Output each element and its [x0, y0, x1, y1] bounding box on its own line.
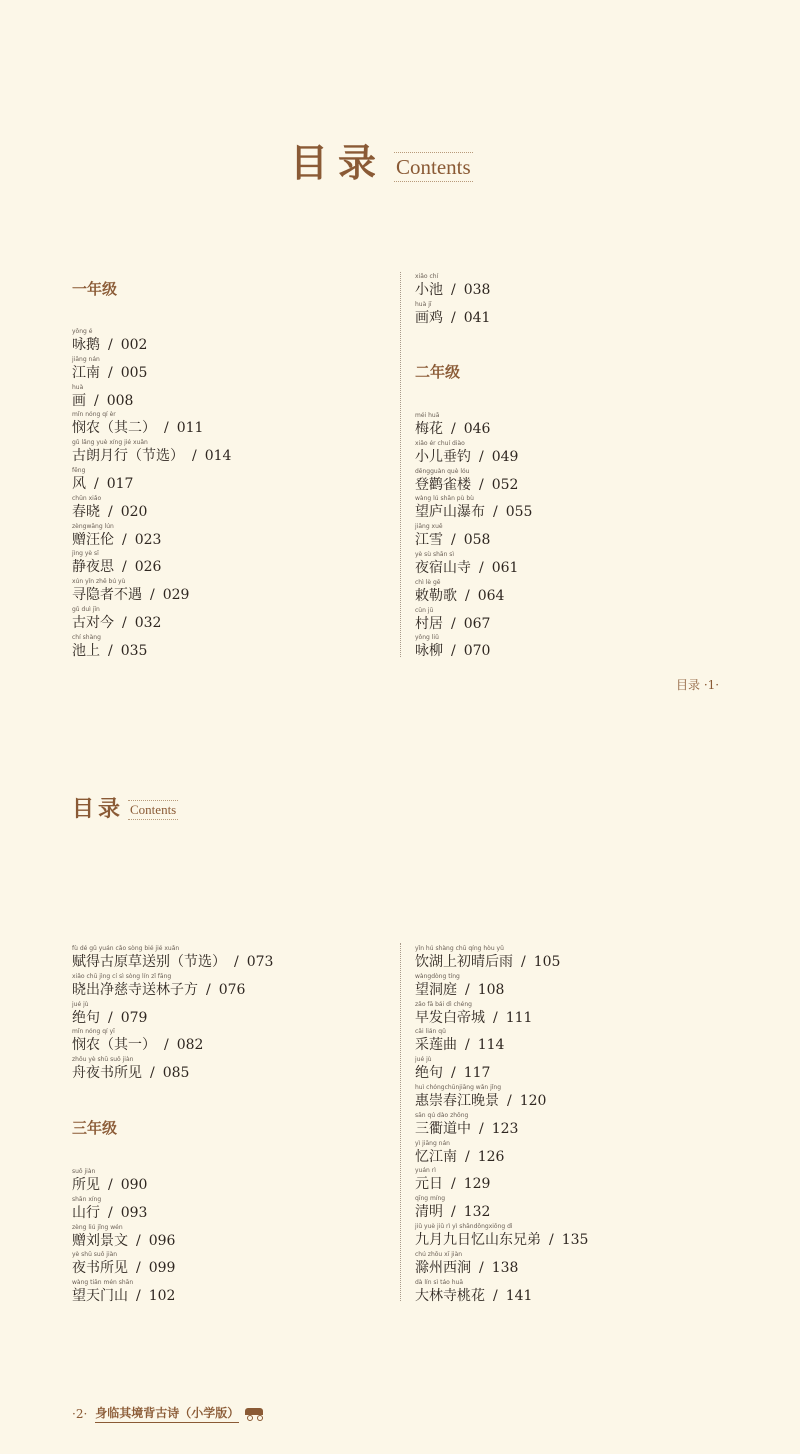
pinyin: xún yǐn zhě bú yù [72, 578, 126, 586]
toc-entry[interactable] [72, 494, 147, 521]
page-number: 020 [120, 503, 148, 520]
separator: / [122, 531, 127, 548]
toc-entry[interactable] [415, 522, 490, 549]
pinyin: zǎo fā bái dì chéng [415, 1000, 472, 1008]
poem-title: 风 [72, 476, 86, 492]
page-number: 073 [246, 954, 274, 970]
page-number: 132 [463, 1204, 491, 1221]
page-number: 114 [477, 1037, 505, 1054]
toc-entry[interactable] [415, 550, 518, 577]
pinyin: jiāng xuě [415, 523, 443, 531]
toc-entry[interactable] [72, 549, 161, 576]
separator: / [465, 1148, 470, 1165]
toc-entry[interactable] [72, 1027, 203, 1054]
toc-entry[interactable] [415, 439, 518, 466]
page-number: 055 [505, 504, 533, 521]
pinyin: yè shū suǒ jiàn [72, 1251, 118, 1259]
page-number: 035 [120, 642, 148, 659]
pinyin: huì chóngchūnjiāng wǎn jǐng [415, 1084, 502, 1091]
page-number: 090 [120, 1177, 148, 1193]
pinyin: chí shàng [72, 633, 101, 641]
poem-title: 晓出净慈寺送林子方 [72, 981, 198, 998]
toc-entry[interactable] [72, 1195, 147, 1222]
page-number: 023 [134, 531, 162, 548]
pinyin: xiǎo ér chuí diào [415, 439, 465, 447]
poem-title: 画 [72, 392, 86, 409]
book-footer [72, 1404, 267, 1423]
pinyin: shān xíng [72, 1195, 102, 1203]
separator: / [192, 448, 197, 465]
toc-entry[interactable] [415, 1250, 518, 1277]
page-number: 126 [477, 1148, 505, 1165]
pinyin: yè sù shān sì [415, 551, 455, 558]
poem-title: 夜宿山寺 [415, 560, 471, 576]
poem-title: 咏柳 [415, 643, 443, 660]
toc-entry[interactable] [72, 522, 161, 549]
pinyin: jiāng nán [72, 355, 100, 363]
page-number: 135 [561, 1232, 589, 1248]
page-number: 058 [463, 532, 491, 549]
carriage-icon [243, 1408, 267, 1420]
page-number: 029 [162, 587, 190, 604]
poem-title: 望天门山 [72, 1288, 128, 1305]
pinyin: méi huā [415, 412, 440, 419]
page-number: 096 [148, 1232, 176, 1249]
grade-heading: 二年级 [415, 363, 461, 381]
toc-entry[interactable] [415, 1083, 546, 1110]
separator: / [108, 1204, 113, 1221]
separator: / [451, 282, 456, 298]
pinyin: fù dé gǔ yuán cǎo sòng bié jié xuǎn [72, 945, 180, 952]
page-number: 070 [463, 643, 491, 660]
column-divider [400, 943, 401, 1301]
toc-entry[interactable] [415, 972, 504, 999]
pinyin: mǐn nóng qí èr [72, 411, 116, 419]
toc-entry[interactable] [72, 466, 133, 493]
pinyin: yuán rì [415, 1167, 436, 1175]
separator: / [451, 615, 456, 632]
page-number: 049 [491, 448, 519, 465]
poem-title: 绝句 [415, 1065, 443, 1082]
page-footer: 目录 ·1· [676, 678, 720, 692]
poem-title: 古朗月行（节选） [72, 448, 184, 465]
separator: / [122, 615, 127, 631]
page-number: 141 [505, 1287, 533, 1304]
poem-title: 元日 [415, 1176, 443, 1193]
separator: / [108, 1177, 113, 1193]
pinyin: sān qú dào zhōng [415, 1111, 469, 1119]
pinyin: wàngdòng tíng [415, 972, 460, 980]
toc-entry[interactable] [415, 1139, 504, 1166]
poem-title: 忆江南 [415, 1148, 457, 1165]
pinyin: gǔ lǎng yuè xíng jié xuǎn [72, 439, 148, 447]
separator: / [164, 1037, 169, 1054]
separator: / [465, 1037, 470, 1054]
poem-title: 登鹳雀楼 [415, 476, 471, 493]
separator: / [234, 954, 239, 970]
separator: / [108, 364, 113, 381]
poem-title: 古对今 [72, 615, 114, 631]
pinyin: chūn xiǎo [72, 494, 102, 502]
page-number: 108 [477, 981, 505, 998]
separator: / [451, 532, 456, 549]
toc-entry[interactable] [415, 633, 490, 660]
column-divider [400, 272, 401, 657]
toc-entry[interactable] [415, 1222, 588, 1249]
pinyin: yǐn hú shàng chū qíng hòu yǔ [415, 945, 504, 952]
poem-title: 悯农（其一） [72, 1037, 156, 1054]
page-number: 111 [505, 1009, 533, 1026]
page-title-small [72, 795, 178, 823]
separator: / [451, 1176, 456, 1193]
page-number: 076 [218, 981, 246, 998]
page-number: 002 [120, 337, 148, 353]
separator: / [451, 1204, 456, 1221]
page-number: 038 [463, 282, 491, 298]
pinyin: yǒng é [72, 328, 93, 335]
poem-title: 惠崇春江晚景 [415, 1093, 499, 1109]
separator: / [108, 503, 113, 520]
poem-title: 悯农（其二） [72, 420, 156, 437]
pinyin: jué jù [72, 1000, 89, 1008]
pinyin: qīng míng [415, 1195, 446, 1203]
pinyin: wàng lú shān pù bù [415, 495, 474, 503]
book-title: 身临其境背古诗（小学版） [95, 1404, 239, 1423]
separator: / [451, 643, 456, 660]
poem-title: 赋得古原草送别（节选） [72, 954, 226, 970]
separator: / [206, 981, 211, 998]
toc-entry[interactable] [415, 300, 490, 327]
toc-entry[interactable] [415, 1055, 490, 1082]
pinyin: zèngwāng lún [72, 522, 114, 530]
separator: / [164, 420, 169, 437]
page-number: 052 [491, 476, 519, 493]
poem-title: 敕勒歌 [415, 587, 457, 604]
toc-entry[interactable] [415, 606, 490, 633]
separator: / [451, 1065, 456, 1082]
separator: / [479, 560, 484, 576]
pinyin: chú zhōu xī jiàn [415, 1250, 463, 1258]
poem-title: 春晓 [72, 503, 100, 520]
poem-title: 滁州西涧 [415, 1259, 471, 1276]
poem-title: 采莲曲 [415, 1037, 457, 1054]
poem-title: 梅花 [415, 421, 443, 437]
pinyin: gǔ duì jīn [72, 606, 100, 613]
poem-title: 赠刘景文 [72, 1232, 128, 1249]
toc-entry[interactable] [72, 1055, 189, 1082]
pinyin: yǒng liǔ [415, 634, 439, 642]
pinyin: dà lín sì táo huā [415, 1278, 464, 1286]
page-number: 041 [463, 309, 491, 326]
page-number: 064 [477, 587, 505, 604]
poem-title: 舟夜书所见 [72, 1065, 142, 1082]
pinyin: chì lè gē [415, 578, 441, 586]
separator: / [479, 1259, 484, 1276]
pinyin: huà jī [415, 300, 432, 308]
page-number: 067 [463, 615, 491, 632]
pinyin: dēngguàn què lóu [415, 467, 470, 475]
separator: / [479, 476, 484, 493]
pinyin: cǎi lián qǔ [415, 1028, 446, 1036]
toc-entry[interactable] [72, 355, 147, 382]
toc-entry[interactable] [72, 1223, 175, 1250]
toc-entry[interactable] [72, 1278, 175, 1305]
separator: / [108, 337, 113, 353]
toc-entry[interactable] [415, 467, 518, 494]
toc-entry[interactable] [72, 1250, 175, 1277]
poem-title: 画鸡 [415, 309, 443, 326]
toc-entry[interactable] [415, 272, 490, 299]
toc-entry[interactable] [415, 1000, 532, 1027]
page-number: 026 [134, 559, 162, 576]
poem-title: 饮湖上初晴后雨 [415, 954, 513, 970]
poem-title: 寻隐者不遇 [72, 587, 142, 604]
poem-title: 绝句 [72, 1009, 100, 1026]
title-zh: 目录 [290, 140, 387, 185]
poem-title: 小儿垂钓 [415, 448, 471, 465]
page-number: 105 [533, 954, 561, 970]
page-number: 117 [463, 1065, 491, 1082]
separator: / [465, 981, 470, 998]
separator: / [122, 559, 127, 576]
separator: / [136, 1260, 141, 1277]
pinyin: zhōu yè shū suǒ jiàn [72, 1056, 134, 1064]
toc-entry[interactable] [72, 605, 161, 632]
page-number: 005 [120, 364, 148, 381]
pinyin: suǒ jiàn [72, 1168, 96, 1175]
toc-entry[interactable] [72, 327, 147, 354]
poem-title: 咏鹅 [72, 337, 100, 353]
pinyin: xiǎo chū jìng cí sì sòng lín zǐ fāng [72, 972, 172, 980]
toc-entry[interactable] [72, 438, 231, 465]
poem-title: 望洞庭 [415, 981, 457, 998]
page-number: 014 [204, 448, 232, 465]
poem-title: 清明 [415, 1204, 443, 1221]
poem-title: 江南 [72, 364, 100, 381]
pinyin: jué jù [415, 1056, 432, 1064]
page-number: 138 [491, 1259, 519, 1276]
pinyin: yì jiāng nán [415, 1139, 450, 1147]
separator: / [493, 1287, 498, 1304]
poem-title: 早发白帝城 [415, 1009, 485, 1026]
separator: / [479, 1120, 484, 1137]
poem-title: 夜书所见 [72, 1260, 128, 1277]
pinyin: cūn jū [415, 606, 434, 614]
separator: / [549, 1232, 554, 1248]
poem-title: 三衢道中 [415, 1120, 471, 1137]
poem-title: 山行 [72, 1204, 100, 1221]
separator: / [479, 448, 484, 465]
page-number: 079 [120, 1009, 148, 1026]
separator: / [94, 392, 99, 409]
separator: / [451, 309, 456, 326]
toc-entry[interactable] [415, 1166, 490, 1193]
poem-title: 望庐山瀑布 [415, 504, 485, 521]
separator: / [507, 1093, 512, 1109]
toc-entry[interactable] [72, 1167, 147, 1194]
separator: / [493, 1009, 498, 1026]
pinyin: mǐn nóng qí yī [72, 1028, 115, 1036]
page-number: 082 [176, 1037, 204, 1054]
grade-heading: 一年级 [72, 280, 118, 298]
page-number: 102 [148, 1288, 176, 1305]
separator: / [451, 421, 456, 437]
toc-entry[interactable] [415, 1111, 518, 1138]
pinyin: zèng liú jǐng wén [72, 1223, 123, 1231]
title-zh: 目录 [72, 796, 125, 822]
toc-entry[interactable] [415, 578, 504, 605]
toc-entry[interactable] [415, 944, 560, 971]
page-title [290, 140, 473, 186]
separator: / [521, 954, 526, 970]
toc-entry[interactable] [72, 383, 133, 410]
page-number: 011 [176, 420, 204, 437]
page-number: 123 [491, 1120, 519, 1137]
pinyin: fēng [72, 467, 86, 474]
toc-entry[interactable] [72, 1000, 147, 1027]
separator: / [108, 1009, 113, 1026]
separator: / [150, 1065, 155, 1082]
pinyin: xiǎo chí [415, 273, 439, 280]
page-number: 032 [134, 615, 162, 631]
page-number: 046 [463, 421, 491, 437]
poem-title: 赠汪伦 [72, 531, 114, 548]
separator: / [465, 587, 470, 604]
separator: / [94, 476, 99, 492]
page-number: 008 [106, 392, 134, 409]
pinyin: huà [72, 383, 84, 391]
page-number: 017 [106, 476, 134, 492]
page-number: 061 [491, 560, 519, 576]
poem-title: 所见 [72, 1177, 100, 1193]
poem-title: 小池 [415, 282, 443, 298]
pinyin: jiǔ yuè jiǔ rì yì shāndōngxiōng dì [415, 1223, 513, 1230]
toc-entry[interactable] [415, 1194, 490, 1221]
pinyin: jìng yè sī [72, 550, 99, 558]
toc-entry[interactable] [415, 494, 532, 521]
title-en: Contents [128, 800, 178, 820]
separator: / [136, 1288, 141, 1305]
toc-entry[interactable] [72, 410, 203, 437]
title-en: Contents [394, 152, 473, 182]
poem-title: 江雪 [415, 532, 443, 549]
poem-title: 村居 [415, 615, 443, 632]
page-number: ·2· [72, 1406, 88, 1421]
toc-entry[interactable] [415, 1027, 504, 1054]
page-number: 120 [519, 1093, 547, 1109]
separator: / [108, 642, 113, 659]
toc-entry[interactable] [72, 972, 245, 999]
grade-heading: 三年级 [72, 1119, 118, 1137]
poem-title: 静夜思 [72, 559, 114, 576]
separator: / [136, 1232, 141, 1249]
poem-title: 九月九日忆山东兄弟 [415, 1232, 541, 1248]
toc-entry[interactable] [72, 633, 147, 660]
separator: / [493, 504, 498, 521]
page-number: 085 [162, 1065, 190, 1082]
separator: / [150, 587, 155, 604]
page-number: 129 [463, 1176, 491, 1193]
poem-title: 池上 [72, 642, 100, 659]
toc-entry[interactable] [72, 944, 273, 971]
toc-entry[interactable] [415, 1278, 532, 1305]
page-number: 093 [120, 1204, 148, 1221]
pinyin: wàng tiān mén shān [72, 1279, 134, 1287]
page-number: 099 [148, 1260, 176, 1277]
toc-entry[interactable] [72, 577, 189, 604]
poem-title: 大林寺桃花 [415, 1287, 485, 1304]
toc-entry[interactable] [415, 411, 490, 438]
